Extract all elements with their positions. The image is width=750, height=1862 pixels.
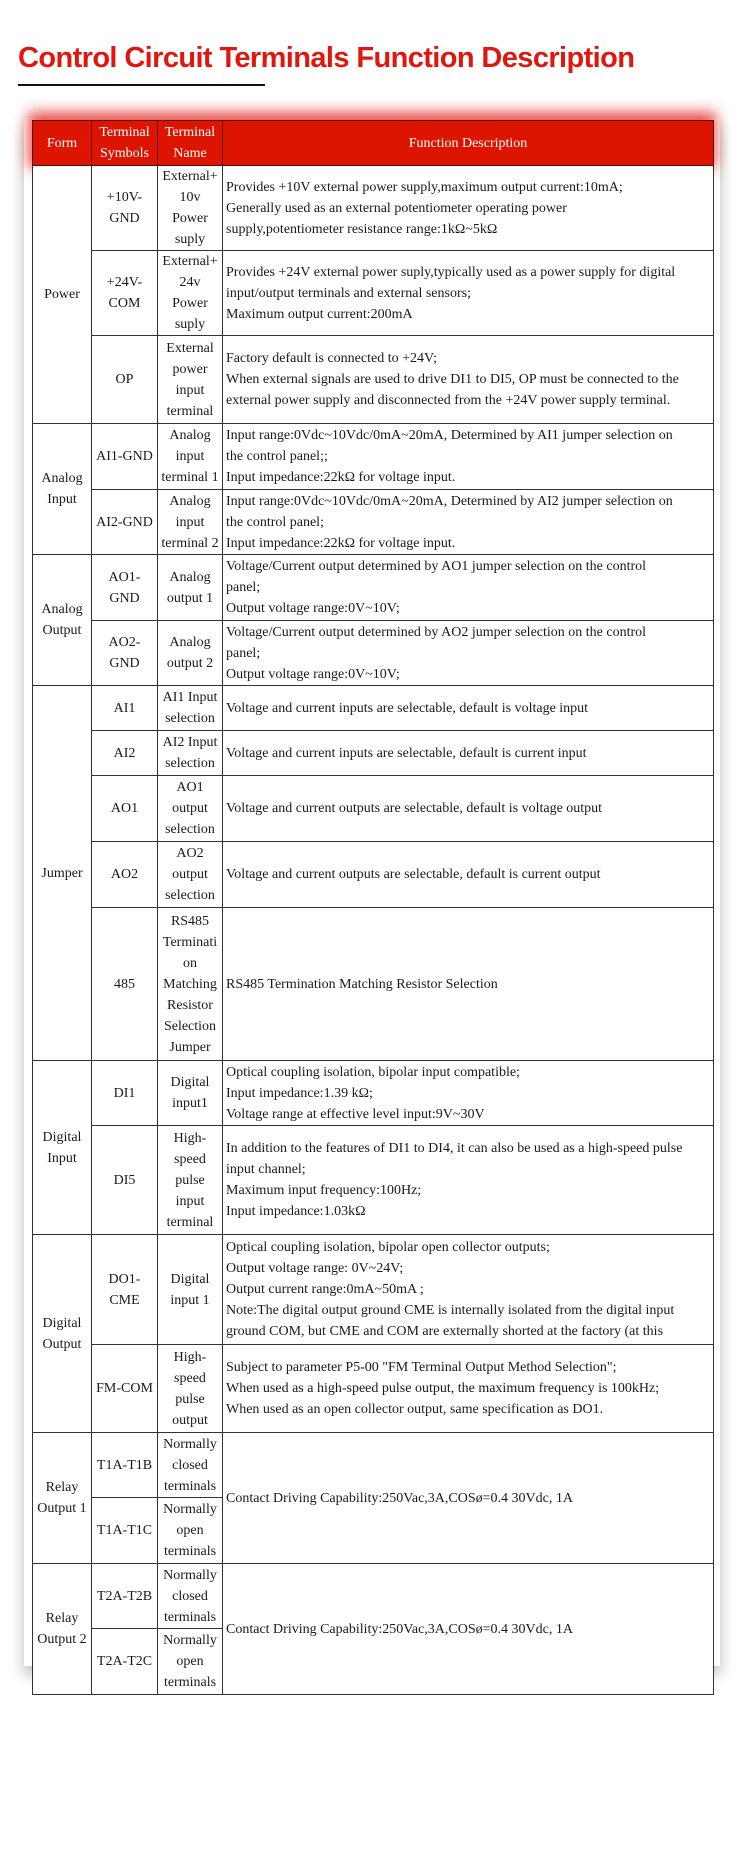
terminal-symbol-cell: OP: [92, 336, 158, 424]
form-cell: Relay Output 2: [33, 1564, 92, 1695]
function-description-cell: Factory default is connected to +24V; When external signals are used to drive DI1 to DI5, OP must be connected to the external power supply and disconnected from the +24V power supply terminal.: [223, 336, 714, 424]
table-header-row: [33, 121, 714, 166]
function-description-cell: Voltage and current outputs are selectable, default is voltage output: [223, 776, 714, 842]
terminal-symbol-cell: +10V- GND: [92, 166, 158, 251]
terminal-name-cell: AI2 Input selection: [158, 731, 223, 776]
table-row: [33, 776, 714, 842]
form-cell: Digital Output: [33, 1235, 92, 1433]
terminal-symbol-cell: T1A-T1C: [92, 1498, 158, 1564]
header-terminal-symbols: Terminal Symbols: [92, 121, 158, 166]
table-row: [33, 424, 714, 490]
form-cell: Digital Input: [33, 1061, 92, 1235]
function-description-cell: Provides +24V external power suply,typically used as a power supply for digital input/output terminals and external sensors; Maximum output current:200mA: [223, 251, 714, 336]
table-row: [33, 1126, 714, 1235]
terminal-name-cell: AO1 output selection: [158, 776, 223, 842]
table-row: [33, 908, 714, 1061]
terminal-name-cell: Normally open terminals: [158, 1629, 223, 1695]
table-body: [33, 166, 714, 1695]
terminal-symbol-cell: DI1: [92, 1061, 158, 1126]
terminal-symbol-cell: 485: [92, 908, 158, 1061]
function-description-cell: Optical coupling isolation, bipolar open collector outputs; Output voltage range: 0V~24V; Output current range:0mA~50mA ; Note:The digital output ground CME is internally isolated from the digital input ground COM, but CME and COM are externally shorted at the factory (at this: [223, 1235, 714, 1345]
function-description-cell: Contact Driving Capability:250Vac,3A,COSø=0.4 30Vdc, 1A: [223, 1564, 714, 1695]
page-title: Control Circuit Terminals Function Description: [18, 42, 635, 74]
function-description-cell: Voltage and current inputs are selectable, default is current input: [223, 731, 714, 776]
terminal-symbol-cell: AI2: [92, 731, 158, 776]
terminal-name-cell: Normally closed terminals: [158, 1564, 223, 1629]
terminal-name-cell: External power input terminal: [158, 336, 223, 424]
table-row: [33, 1235, 714, 1345]
function-description-cell: Input range:0Vdc~10Vdc/0mA~20mA, Determined by AI2 jumper selection on the control panel; Input impedance:22kΩ for voltage input.: [223, 490, 714, 555]
form-cell: Analog Output: [33, 555, 92, 686]
terminal-name-cell: RS485 Terminati on Matching Resistor Selection Jumper: [158, 908, 223, 1061]
terminal-symbol-cell: AO1: [92, 776, 158, 842]
form-cell: Analog Input: [33, 424, 92, 555]
terminal-name-cell: Digital input1: [158, 1061, 223, 1126]
title-underline: [18, 84, 265, 86]
terminal-name-cell: High- speed pulse input terminal: [158, 1126, 223, 1235]
function-description-cell: Input range:0Vdc~10Vdc/0mA~20mA, Determined by AI1 jumper selection on the control panel;; Input impedance:22kΩ for voltage input.: [223, 424, 714, 490]
table-row: [33, 686, 714, 731]
table-row: [33, 1345, 714, 1433]
table-row: [33, 1433, 714, 1498]
terminal-symbol-cell: AO2- GND: [92, 621, 158, 686]
terminal-name-cell: Analog input terminal 2: [158, 490, 223, 555]
terminal-name-cell: AO2 output selection: [158, 842, 223, 908]
terminal-symbol-cell: DO1- CME: [92, 1235, 158, 1345]
header-form: Form: [33, 121, 92, 166]
function-description-cell: In addition to the features of DI1 to DI4, it can also be used as a high-speed pulse input channel; Maximum input frequency:100Hz; Input impedance:1.03kΩ: [223, 1126, 714, 1235]
function-description-cell: Voltage and current inputs are selectable, default is voltage input: [223, 686, 714, 731]
table-row: [33, 555, 714, 621]
terminal-symbol-cell: T2A-T2B: [92, 1564, 158, 1629]
header-terminal-name: Terminal Name: [158, 121, 223, 166]
terminal-symbol-cell: DI5: [92, 1126, 158, 1235]
terminal-name-cell: Analog output 2: [158, 621, 223, 686]
terminal-name-cell: AI1 Input selection: [158, 686, 223, 731]
form-cell: Power: [33, 166, 92, 424]
function-description-cell: Subject to parameter P5-00 "FM Terminal Output Method Selection"; When used as a high-speed pulse output, the maximum frequency is 100kHz; When used as an open collector output, same specification as DO1.: [223, 1345, 714, 1433]
terminal-name-cell: Normally closed terminals: [158, 1433, 223, 1498]
function-description-cell: RS485 Termination Matching Resistor Selection: [223, 908, 714, 1061]
terminal-name-cell: High- speed pulse output: [158, 1345, 223, 1433]
function-description-cell: Optical coupling isolation, bipolar input compatible; Input impedance:1.39 kΩ; Voltage range at effective level input:9V~30V: [223, 1061, 714, 1126]
function-description-cell: Voltage/Current output determined by AO2 jumper selection on the control panel; Output voltage range:0V~10V;: [223, 621, 714, 686]
terminal-symbol-cell: AI1-GND: [92, 424, 158, 490]
terminal-symbol-cell: T1A-T1B: [92, 1433, 158, 1498]
terminal-name-cell: Digital input 1: [158, 1235, 223, 1345]
table-row: [33, 621, 714, 686]
terminal-name-cell: Analog input terminal 1: [158, 424, 223, 490]
table-row: [33, 731, 714, 776]
form-cell: Relay Output 1: [33, 1433, 92, 1564]
terminal-symbol-cell: FM-COM: [92, 1345, 158, 1433]
table-row: [33, 251, 714, 336]
terminal-symbol-cell: AI2-GND: [92, 490, 158, 555]
terminal-name-cell: Normally open terminals: [158, 1498, 223, 1564]
terminal-symbol-cell: AO2: [92, 842, 158, 908]
terminals-table: [32, 120, 714, 1695]
terminal-name-cell: External+ 24v Power suply: [158, 251, 223, 336]
header-function-description: Function Description: [223, 121, 714, 166]
function-description-cell: Voltage and current outputs are selectable, default is current output: [223, 842, 714, 908]
table-row: [33, 166, 714, 251]
terminal-symbol-cell: AI1: [92, 686, 158, 731]
terminal-symbol-cell: +24V- COM: [92, 251, 158, 336]
function-description-cell: Provides +10V external power supply,maximum output current:10mA; Generally used as an external potentiometer operating power supply,potentiometer resistance range:1kΩ~5kΩ: [223, 166, 714, 251]
terminal-name-cell: Analog output 1: [158, 555, 223, 621]
terminal-name-cell: External+ 10v Power suply: [158, 166, 223, 251]
form-cell: Jumper: [33, 686, 92, 1061]
function-description-cell: Contact Driving Capability:250Vac,3A,COSø=0.4 30Vdc, 1A: [223, 1433, 714, 1564]
terminal-symbol-cell: AO1- GND: [92, 555, 158, 621]
table-row: [33, 490, 714, 555]
table-row: [33, 1061, 714, 1126]
table-row: [33, 1564, 714, 1629]
table-row: [33, 842, 714, 908]
terminal-symbol-cell: T2A-T2C: [92, 1629, 158, 1695]
table-row: [33, 336, 714, 424]
function-description-cell: Voltage/Current output determined by AO1 jumper selection on the control panel; Output voltage range:0V~10V;: [223, 555, 714, 621]
